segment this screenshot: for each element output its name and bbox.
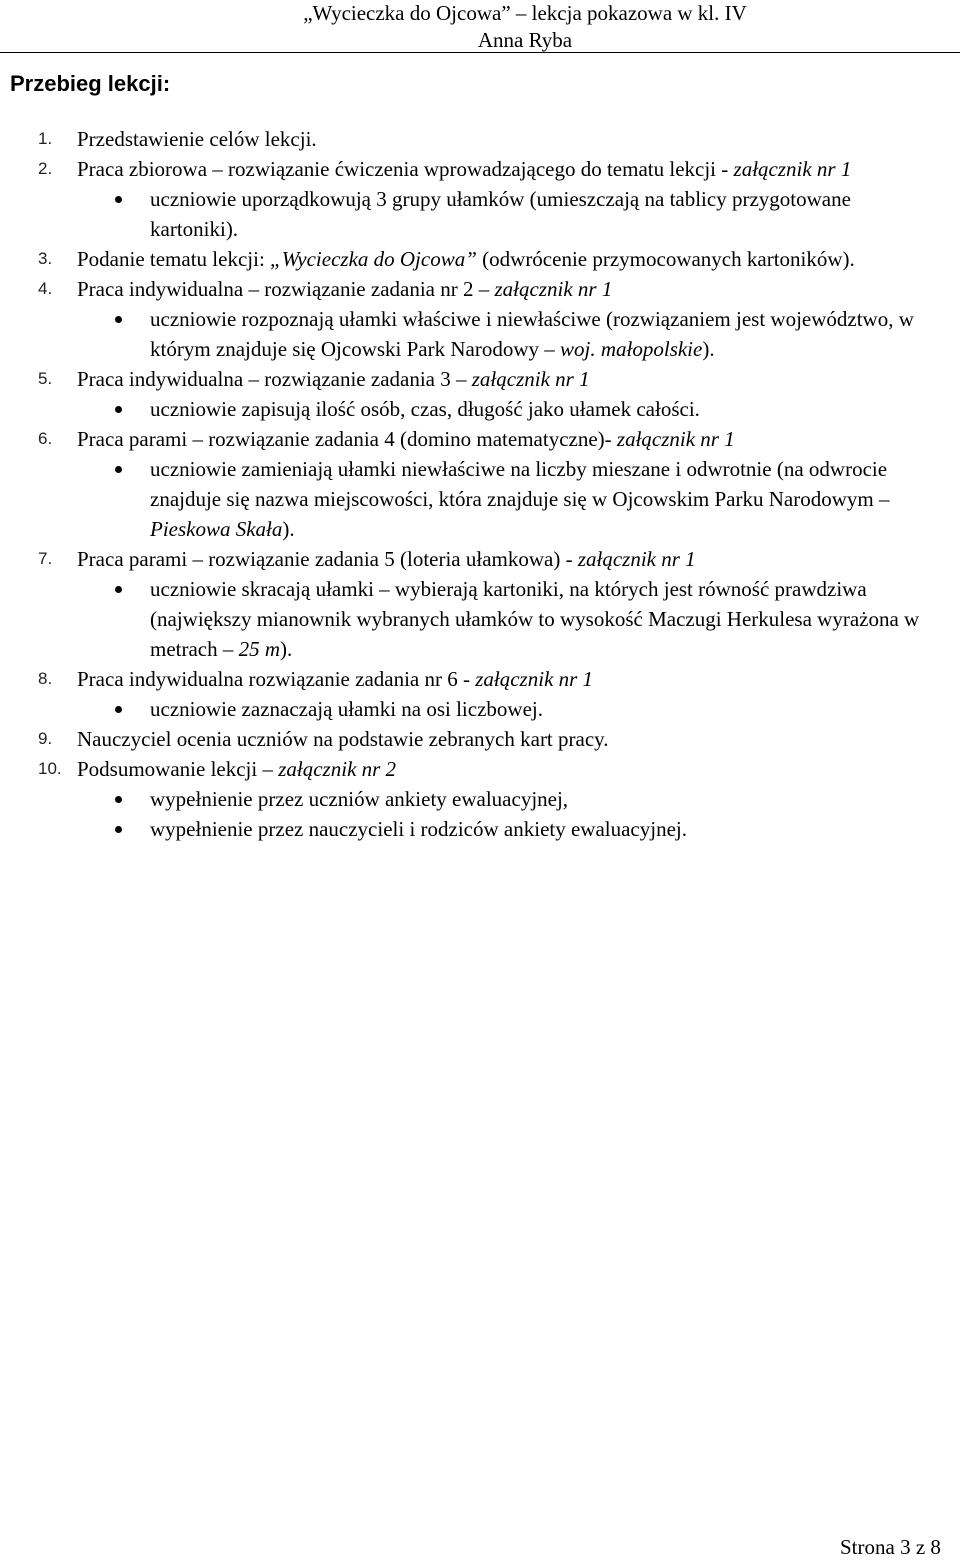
text-segment: Przedstawienie celów lekcji. (77, 127, 317, 151)
header-author: Anna Ryba (477, 28, 573, 52)
italic-text: załącznik nr 1 (475, 667, 594, 691)
text-segment: uczniowie zapisują ilość osób, czas, długość jako ułamek całości. (150, 397, 700, 421)
page-header (225, 0, 825, 54)
list-item (0, 754, 960, 784)
header-divider (0, 52, 960, 53)
italic-text: załącznik nr 1 (616, 427, 735, 451)
italic-text: Pieskowa Skała (150, 517, 283, 541)
bullet-icon (115, 796, 122, 803)
text-segment: ). (280, 637, 293, 661)
text-segment: Nauczyciel ocenia uczniów na podstawie zebranych kart pracy. (77, 727, 609, 751)
bullet-icon (115, 586, 122, 593)
text-segment: Praca indywidualna – rozwiązanie zadania 3 – (77, 367, 472, 391)
bullet-item (0, 184, 960, 244)
text-segment: wypełnienie przez nauczycieli i rodziców ankiety ewaluacyjnej. (150, 817, 687, 841)
italic-text: 25 m (238, 637, 281, 661)
bullet-item (0, 304, 960, 364)
bullet-item (0, 784, 960, 814)
list-item (0, 724, 960, 754)
list-item (0, 364, 960, 394)
text-segment: uczniowie skracają ułamki – wybierają kartoniki, na których jest równość prawdziwa (największy mianownik wybranych ułamków to wysokość Maczugi Herkulesa wyrażona w metrach – (150, 577, 920, 661)
bullet-item (0, 454, 960, 544)
text-segment: uczniowie zamieniają ułamki niewłaściwe na liczby mieszane i odwrotnie (na odwrocie znajduje się nazwa miejscowości, która znajduje się w Ojcowskim Parku Narodowym – (150, 457, 890, 511)
italic-text: woj. małopolskie (560, 337, 703, 361)
italic-text: załącznik nr 2 (278, 757, 397, 781)
list-item (0, 544, 960, 574)
list-item (0, 124, 960, 154)
item-number: 2. (38, 159, 53, 178)
item-number: 6. (38, 429, 53, 448)
bullet-icon (115, 466, 122, 473)
text-segment: Praca zbiorowa – rozwiązanie ćwiczenia wprowadzającego do tematu lekcji - (77, 157, 734, 181)
item-number: 3. (38, 249, 53, 268)
bullet-item (0, 694, 960, 724)
text-segment: Podsumowanie lekcji – (77, 757, 279, 781)
bullet-icon (115, 196, 122, 203)
text-segment: (odwrócenie przymocowanych kartoników). (476, 247, 855, 271)
page-number: Strona 3 z 8 (840, 1535, 941, 1559)
lesson-steps-list (0, 124, 960, 844)
text-segment: Podanie tematu lekcji: (77, 247, 271, 271)
bullet-icon (115, 406, 122, 413)
item-number: 1. (38, 129, 53, 148)
bullet-icon (115, 706, 122, 713)
text-segment: wypełnienie przez uczniów ankiety ewaluacyjnej, (150, 787, 569, 811)
text-segment: ). (282, 517, 295, 541)
italic-text: załącznik nr 1 (733, 157, 852, 181)
item-number: 8. (38, 669, 53, 688)
text-segment: uczniowie rozpoznają ułamki właściwe i niewłaściwe (rozwiązaniem jest województwo, w którym znajduje się Ojcowski Park Narodowy – (150, 307, 914, 361)
list-item (0, 274, 960, 304)
item-number: 9. (38, 729, 53, 748)
italic-text: załącznik nr 1 (471, 367, 590, 391)
text-segment: Praca indywidualna rozwiązanie zadania nr 6 - (77, 667, 476, 691)
text-segment: Praca indywidualna – rozwiązanie zadania nr 2 – (77, 277, 495, 301)
item-number: 7. (38, 549, 53, 568)
list-item (0, 424, 960, 454)
bullet-item (0, 814, 960, 844)
italic-text: „Wycieczka do Ojcowa” (270, 247, 477, 271)
text-segment: Praca parami – rozwiązanie zadania 5 (loteria ułamkowa) - (77, 547, 578, 571)
bullet-icon (115, 826, 122, 833)
item-number: 4. (38, 279, 53, 298)
section-heading: Przebieg lekcji: (10, 71, 171, 96)
italic-text: załącznik nr 1 (577, 547, 696, 571)
text-segment: ). (702, 337, 715, 361)
list-item (0, 154, 960, 184)
bullet-item (0, 394, 960, 424)
bullet-item (0, 574, 960, 664)
list-item (0, 244, 960, 274)
text-segment: Praca parami – rozwiązanie zadania 4 (domino matematyczne)- (77, 427, 617, 451)
text-segment: uczniowie uporządkowują 3 grupy ułamków (umieszczają na tablicy przygotowane kartoniki). (150, 187, 851, 241)
header-title: „Wycieczka do Ojcowa” – lekcja pokazowa w kl. IV (303, 1, 747, 25)
list-item (0, 664, 960, 694)
text-segment: uczniowie zaznaczają ułamki na osi liczbowej. (150, 697, 543, 721)
item-number: 5. (38, 369, 53, 388)
italic-text: załącznik nr 1 (494, 277, 613, 301)
bullet-icon (115, 316, 122, 323)
item-number: 10. (38, 759, 62, 778)
